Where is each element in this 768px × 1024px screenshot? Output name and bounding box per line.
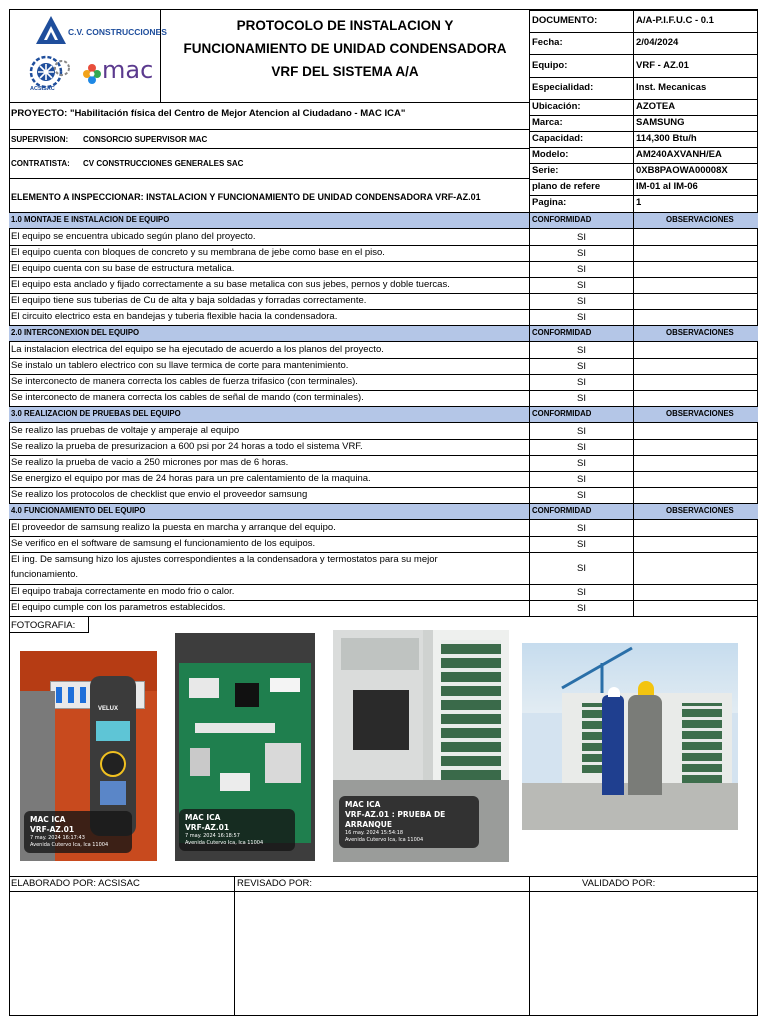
checklist-item-text: El equipo tiene sus tuberias de Cu de alta y baja soldadas y forradas correctamente. [11,295,367,306]
meta-value: 0XB8PAOWA00008X [636,165,728,176]
checklist-item-text: El equipo cuenta con bloques de concreto y su membrana de jebe como base en el piso. [11,247,385,258]
elemento-inspeccionar: ELEMENTO A INSPECCIONAR: INSTALACION Y FUNCIONAMIENTO DE UNIDAD CONDENSADORA VRF-AZ.01 [11,192,481,202]
photo-caption-3: MAC ICA VRF-AZ.01 : PRUEBA DE ARRANQUE 16 may. 2024 15:54:18 Avenida Cutervo Ica, Ica 11004 [339,796,479,848]
checklist-item-text: El equipo esta anclado y fijado correctamente a su base metalica con sus jebes, pernos y doble tuercas. [11,279,450,290]
meta-label: plano de refere [532,181,601,192]
observaciones-header: OBSERVACIONES [666,409,734,418]
conformidad-header: CONFORMIDAD [532,506,592,515]
conformidad-header: CONFORMIDAD [532,215,592,224]
section-title: 3.0 REALIZACION DE PRUEBAS DEL EQUIPO [11,409,181,418]
conformidad-value: SI [577,393,586,404]
conformidad-value: SI [577,232,586,243]
observaciones-header: OBSERVACIONES [666,328,734,337]
title-line-1: PROTOCOLO DE INSTALACION Y [236,18,454,33]
photo-caption-2: MAC ICA VRF-AZ.01 7 may. 2024 16:18:57 Avenida Cutervo Ica, Ica 11004 [179,809,295,851]
conformidad-header: CONFORMIDAD [532,328,592,337]
mac-logo-text: mac [102,56,154,84]
meta-value: AZOTEA [636,101,676,112]
fotografia-label: FOTOGRAFIA: [11,620,76,631]
meta-label: Serie: [532,165,559,176]
technician-1 [602,695,624,795]
checklist-item-text: Se realizo las pruebas de voltaje y amperaje al equipo [11,425,240,436]
conformidad-value: SI [577,296,586,307]
meta-label: Equipo: [532,59,568,71]
section-title: 1.0 MONTAJE E INSTALACION DE EQUIPO [11,215,170,224]
checklist-item-text: Se verifico en el software de samsung el funcionamiento de los equipos. [11,538,316,549]
conformidad-value: SI [577,312,586,323]
checklist-item-text: El equipo se encuentra ubicado según plano del proyecto. [11,231,256,242]
meta-label: Modelo: [532,149,569,160]
revisado-por: REVISADO POR: [237,878,312,889]
meta-label: Ubicación: [532,101,581,112]
meta-value: SAMSUNG [636,117,685,128]
acsisac-logo-text: ACSISAC [30,86,55,92]
document-title [162,14,528,83]
conformidad-value: SI [577,603,586,614]
cv-construcciones-logo-icon [34,14,68,46]
meta-value: 2/04/2024 [636,37,679,48]
contratista-value: CV CONSTRUCCIONES GENERALES SAC [83,159,244,168]
photo-control-board [175,633,315,861]
supervision-label: SUPERVISION: [11,135,69,144]
conformidad-value: SI [577,563,586,574]
photo-rooftop-technicians [522,643,738,830]
checklist-item-text: El equipo cuenta con su base de estructura metalica. [11,263,235,274]
conformidad-value: SI [577,248,586,259]
checklist-item-text: Se instalo un tablero electrico con su llave termica de corte para mantenimiento. [11,360,349,371]
section-title: 2.0 INTERCONEXION DEL EQUIPO [11,328,140,337]
title-line-3: VRF DEL SISTEMA A/A [271,64,419,79]
photo-caption-1: MAC ICA VRF-AZ.01 7 may. 2024 16:17:43 Avenida Cutervo Ica, Ica 11004 [24,811,132,853]
meta-label: DOCUMENTO: [532,15,598,26]
observaciones-header: OBSERVACIONES [666,506,734,515]
technician-2 [628,695,662,795]
observaciones-header: OBSERVACIONES [666,215,734,224]
title-line-2: FUNCIONAMIENTO DE UNIDAD CONDENSADORA [183,41,507,56]
meta-value: A/A-P.I.F.U.C - 0.1 [636,15,714,26]
contratista-label: CONTRATISTA: [11,159,70,168]
meta-label: Especialidad: [532,82,594,93]
validado-por: VALIDADO POR: [582,878,656,889]
checklist-item-text: Se interconecto de manera correcta los cables de señal de mando (con terminales). [11,392,364,403]
conformidad-value: SI [577,361,586,372]
elaborado-por: ELABORADO POR: ACSISAC [11,878,140,889]
meta-value: Inst. Mecanicas [636,82,707,93]
checklist-item-text: El ing. De samsung hizo los ajustes correspondientes a la condensadora y termostatos para su mejor [11,554,438,565]
meta-label: Capacidad: [532,133,584,144]
conformidad-value: SI [577,474,586,485]
meter-brand: VELUX [98,706,119,712]
checklist-item-text: Se realizo los protocolos de checklist que envio el proveedor samsung [11,489,308,500]
meta-label: Marca: [532,117,563,128]
meta-label: Pagina: [532,197,567,208]
conformidad-value: SI [577,280,586,291]
conformidad-value: SI [577,426,586,437]
conformidad-value: SI [577,523,586,534]
checklist-item-text-continued: funcionamiento. [11,569,79,580]
conformidad-value: SI [577,264,586,275]
checklist-item-text: Se interconecto de manera correcta los cables de fuerza trifasico (con terminales). [11,376,358,387]
photo-multimeter [20,651,157,861]
checklist-item-text: El equipo trabaja correctamente en modo frio o calor. [11,586,235,597]
conformidad-header: CONFORMIDAD [532,409,592,418]
conformidad-value: SI [577,377,586,388]
conformidad-value: SI [577,587,586,598]
supervision-value: CONSORCIO SUPERVISOR MAC [83,135,208,144]
checklist-item-text: El equipo cumple con los parametros establecidos. [11,602,226,613]
meta-value: VRF - AZ.01 [636,59,689,71]
conformidad-value: SI [577,442,586,453]
meta-value: 114,300 Btu/h [636,133,697,144]
checklist-item-text: Se realizo la prueba de vacio a 250 micrones por mas de 6 horas. [11,457,289,468]
meta-value: AM240AXVANH/EA [636,149,722,160]
logo-block [10,10,167,102]
conformidad-value: SI [577,490,586,501]
conformidad-value: SI [577,458,586,469]
checklist-item-text: Se realizo la prueba de presurizacion a 600 psi por 24 horas a todo el sistema VRF. [11,441,363,452]
conformidad-value: SI [577,345,586,356]
project-name: PROYECTO: "Habilitación física del Centro de Mejor Atencion al Ciudadano - MAC ICA" [11,108,406,119]
checklist-item-text: El circuito electrico esta en bandejas y tuberia flexible hacia la condensadora. [11,311,338,322]
mac-flower-icon [82,60,102,92]
meta-label: Fecha: [532,37,563,48]
cv-logo-text: C.V. CONSTRUCCIONES [68,27,167,37]
checklist-item-text: El proveedor de samsung realizo la puesta en marcha y arranque del equipo. [11,522,336,533]
checklist-item-text: La instalacion electrica del equipo se ha ejecutado de acuerdo a los planos del proyecto. [11,344,384,355]
meta-value: IM-01 al IM-06 [636,181,698,192]
meta-value: 1 [636,197,642,208]
photo-startup-test [333,630,509,862]
checklist-item-text: Se energizo el equipo por mas de 24 horas para un pre calentamiento de la maquina. [11,473,371,484]
conformidad-value: SI [577,539,586,550]
section-title: 4.0 FUNCIONAMIENTO DEL EQUIPO [11,506,146,515]
